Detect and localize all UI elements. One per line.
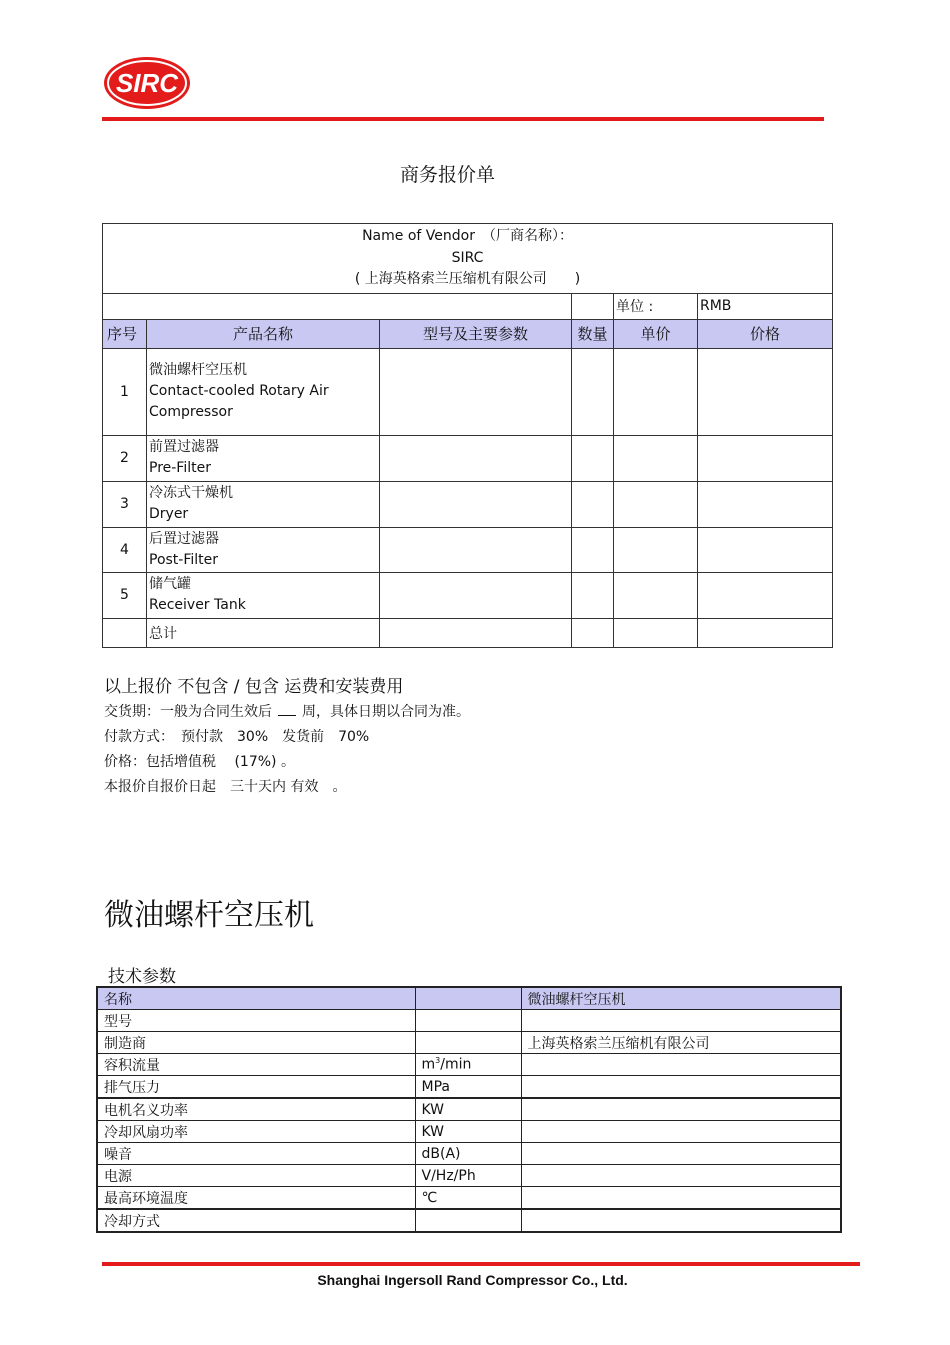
col-header-product: 产品名称 (147, 319, 380, 348)
spec-row (97, 1143, 841, 1165)
spec-name: 冷却风扇功率 (97, 1121, 415, 1143)
row-number: 3 (103, 481, 147, 527)
spec-unit (415, 987, 521, 1010)
vendor-label: Name of Vendor （厂商名称）： (362, 228, 573, 244)
spec-unit: ℃ (415, 1187, 521, 1210)
product-name (147, 348, 380, 435)
spec-value (521, 1076, 841, 1099)
product-name-cn: 后置过滤器 (149, 530, 219, 547)
spec-value (521, 1121, 841, 1143)
vendor-cell (103, 224, 833, 294)
unit-rest: /min (440, 1056, 472, 1073)
footer-company: Shanghai Ingersoll Rand Compressor Co., Ltd. (317, 1272, 628, 1288)
spec-name: 冷却方式 (97, 1209, 415, 1232)
product-name (147, 572, 380, 618)
spec-title: 技术参数 (108, 967, 176, 987)
blank-cell (572, 293, 614, 319)
spec-row (97, 1076, 841, 1099)
spec-name: 噪音 (97, 1143, 415, 1165)
product-name (147, 527, 380, 572)
blank-cell (103, 293, 572, 319)
unit-label: 单位 : (614, 293, 698, 319)
table-row (103, 435, 833, 481)
spec-name: 制造商 (97, 1032, 415, 1054)
spec-name: 型号 (97, 1010, 415, 1032)
payment-term: 付款方式： 预付款 30% 发货前 70% (104, 729, 370, 745)
unit-value: RMB (698, 293, 833, 319)
spec-unit: dB(A) (415, 1143, 521, 1165)
spec-value (521, 1143, 841, 1165)
product-name (147, 481, 380, 527)
spec-name: 容积流量 (97, 1054, 415, 1076)
spec-unit: V/Hz/Ph (415, 1165, 521, 1187)
total-label: 总计 (147, 618, 380, 647)
bottom-divider (102, 1262, 860, 1266)
delivery-text: 交货期：一般为合同生效后 (104, 704, 272, 720)
table-row (103, 348, 833, 435)
spec-value: 微油螺杆空压机 (521, 987, 841, 1010)
terms-lead: 以上报价 不包含 / 包含 运费和安装费用 (104, 677, 404, 697)
product-name-cn: 前置过滤器 (149, 439, 219, 455)
spec-row (97, 1010, 841, 1032)
product-name (147, 435, 380, 481)
product-name-en: Dryer (149, 506, 189, 522)
page-title: 商务报价单 (399, 164, 495, 186)
table-row (103, 527, 833, 572)
vendor-company: ( 上海英格索兰压缩机有限公司 ) (354, 271, 581, 287)
spec-value (521, 1010, 841, 1032)
spec-name: 最高环境温度 (97, 1187, 415, 1210)
top-divider (102, 117, 824, 121)
product-name-cn: 微油螺杆空压机 (149, 362, 247, 378)
vendor-name: SIRC (451, 249, 484, 266)
product-name-en: Pre-Filter (149, 460, 211, 476)
row-number: 4 (103, 527, 147, 572)
table-row (103, 481, 833, 527)
validity-term: 本报价自报价日起 三十天内 有效 。 (104, 779, 347, 795)
spec-row (97, 1165, 841, 1187)
col-header-no: 序号 (103, 319, 147, 348)
spec-row (97, 1121, 841, 1143)
row-number: 5 (103, 572, 147, 618)
spec-unit (415, 1032, 521, 1054)
spec-unit (415, 1054, 521, 1076)
price-term: 价格：包括增值税 (17%) 。 (104, 754, 295, 770)
spec-name: 电源 (97, 1165, 415, 1187)
delivery-term (104, 700, 470, 725)
spec-header-row (97, 987, 841, 1010)
delivery-weeks-blank (278, 703, 296, 716)
unit-base: m (421, 1056, 436, 1073)
total-row (103, 618, 833, 647)
logo-text: SIRC (115, 68, 179, 98)
unit-superscript: 3 (435, 1056, 441, 1066)
table-row (103, 572, 833, 618)
delivery-text-end: 周，具体日期以合同为准。 (302, 704, 470, 720)
spec-value (521, 1098, 841, 1121)
spec-unit: KW (415, 1098, 521, 1121)
spec-unit: KW (415, 1121, 521, 1143)
spec-value (521, 1187, 841, 1210)
spec-row (97, 1098, 841, 1121)
row-number: 1 (103, 348, 147, 435)
quotation-table (102, 223, 833, 648)
sirc-logo (102, 55, 192, 111)
col-header-unit-price: 单价 (614, 319, 698, 348)
spec-unit (415, 1209, 521, 1232)
product-name-en: Contact-cooled Rotary Air Compressor (149, 383, 329, 420)
spec-row (97, 1187, 841, 1210)
product-name-en: Receiver Tank (149, 597, 246, 613)
spec-name: 名称 (97, 987, 415, 1010)
col-header-model: 型号及主要参数 (380, 319, 572, 348)
spec-unit (415, 1010, 521, 1032)
product-name-cn: 储气罐 (149, 576, 191, 592)
spec-value (521, 1165, 841, 1187)
row-number: 2 (103, 435, 147, 481)
quotation-terms (104, 676, 470, 800)
spec-name: 排气压力 (97, 1076, 415, 1099)
spec-name: 电机名义功率 (97, 1098, 415, 1121)
spec-table (96, 986, 842, 1233)
col-header-price: 价格 (698, 319, 833, 348)
spec-row (97, 1209, 841, 1232)
spec-unit: MPa (415, 1076, 521, 1099)
product-name-en: Post-Filter (149, 551, 219, 568)
col-header-qty: 数量 (572, 319, 614, 348)
product-name-cn: 冷冻式干燥机 (149, 485, 233, 501)
spec-value (521, 1209, 841, 1232)
spec-value: 上海英格索兰压缩机有限公司 (521, 1032, 841, 1054)
spec-value (521, 1054, 841, 1076)
section-title: 微油螺杆空压机 (104, 898, 314, 933)
spec-row (97, 1054, 841, 1076)
spec-row (97, 1032, 841, 1054)
